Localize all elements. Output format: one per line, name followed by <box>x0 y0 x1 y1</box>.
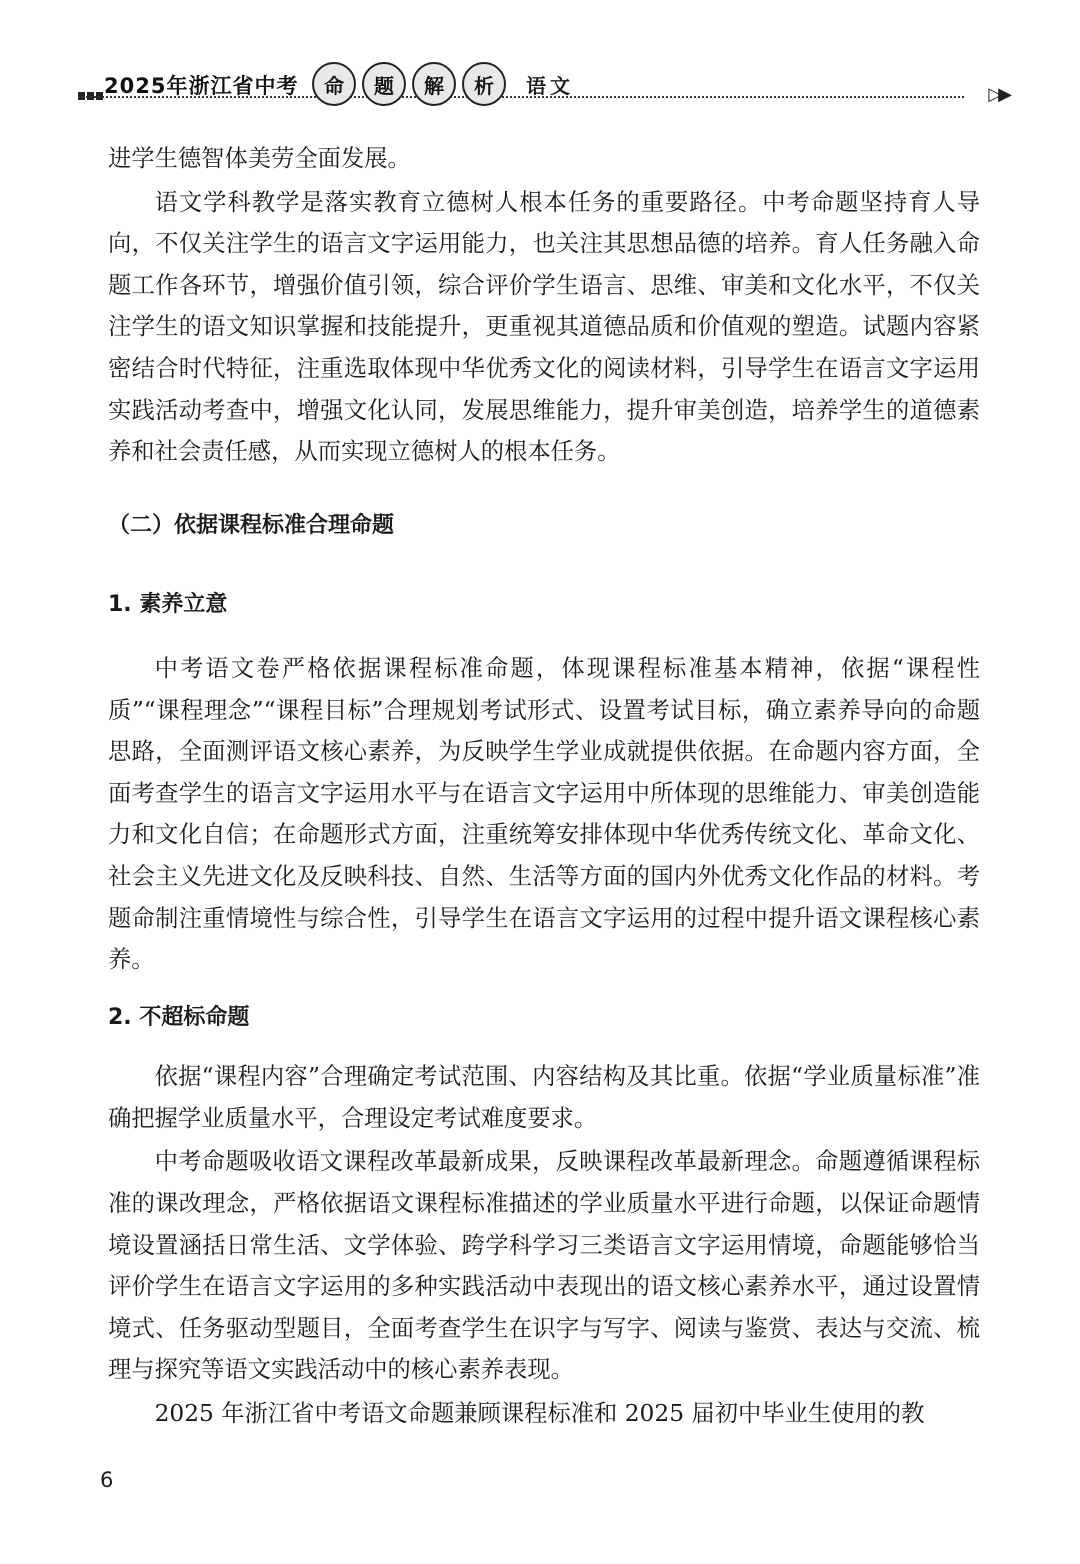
header-seals <box>312 62 506 106</box>
subsection-heading: 2. 不超标命题 <box>108 1004 250 1030</box>
paragraph: 中考命题吸收语文课程改革最新成果，反映课程改革最新理念。命题遵循课程标准的课改理念，严格依据语文课程标准描述的学业质量水平进行命题，以保证命题情境设置涵括日常生活、文学体验、跨学科学习三类语言文字运用情境，命题能够恰当评价学生在语言文字运用的多种实践活动中表现出的语文核心素养水平，通过设置情境式、任务驱动型题目，全面考查学生在识字与写字、阅读与鉴赏、表达与交流、梳理与探究等语文实践活动中的核心素养表现。 <box>108 1148 980 1384</box>
running-header <box>78 62 1008 110</box>
header-subject: 语文 <box>526 74 574 98</box>
paragraph: 依据“课程内容”合理确定考试范围、内容结构及其比重。依据“学业质量标准”准确把握学业质量水平，合理设定考试难度要求。 <box>108 1063 980 1132</box>
paragraph: 语文学科教学是落实教育立德树人根本任务的重要路径。中考命题坚持育人导向，不仅关注学生的语言文字运用能力，也关注其思想品德的培养。育人任务融入命题工作各环节，增强价值引领，综合评价学生语言、思维、审美和文化水平，不仅关注学生的语文知识掌握和技能提升，更重视其道德品质和价值观的塑造。试题内容紧密结合时代特征，注重选取体现中华优秀文化的阅读材料，引导学生在语言文字运用实践活动考查中，增强文化认同，发展思维能力，提升审美创造，培养学生的道德素养和社会责任感，从而实现立德树人的根本任务。 <box>108 188 980 466</box>
page-body <box>108 138 980 1437</box>
header-seal: 命 <box>312 62 356 106</box>
paragraph: 进学生德智体美劳全面发展。 <box>108 145 411 172</box>
subsection-heading: 1. 素养立意 <box>108 592 228 618</box>
page-number: 6 <box>100 1468 114 1492</box>
section-heading: （二）依据课程标准合理命题 <box>108 512 395 538</box>
header-seal: 题 <box>362 62 406 106</box>
paragraph: 中考语文卷严格依据课程标准命题，体现课程标准基本精神，依据“课程性质”“课程理念”“课程目标”合理规划考试形式、设置考试目标，确立素养导向的命题思路，全面测评语文核心素养，为反映学生学业成就提供依据。在命题内容方面，全面考查学生的语言文字运用水平与在语言文字运用中所体现的思维能力、审美创造能力和文化自信；在命题形式方面，注重统筹安排体现中华优秀传统文化、革命文化、社会主义先进文化及反映科技、自然、生活等方面的国内外优秀文化作品的材料。考题命制注重情境性与综合性，引导学生在语言文字运用的过程中提升语文课程核心素养。 <box>108 654 980 974</box>
paragraph: 2025 年浙江省中考语文命题兼顾课程标准和 2025 届初中毕业生使用的教 <box>154 1400 925 1428</box>
header-seal: 析 <box>462 62 506 106</box>
header-book-title: 2025年浙江省中考 <box>104 74 299 98</box>
header-arrow-icon: ▷▶ <box>988 84 1008 105</box>
header-seal: 解 <box>412 62 456 106</box>
